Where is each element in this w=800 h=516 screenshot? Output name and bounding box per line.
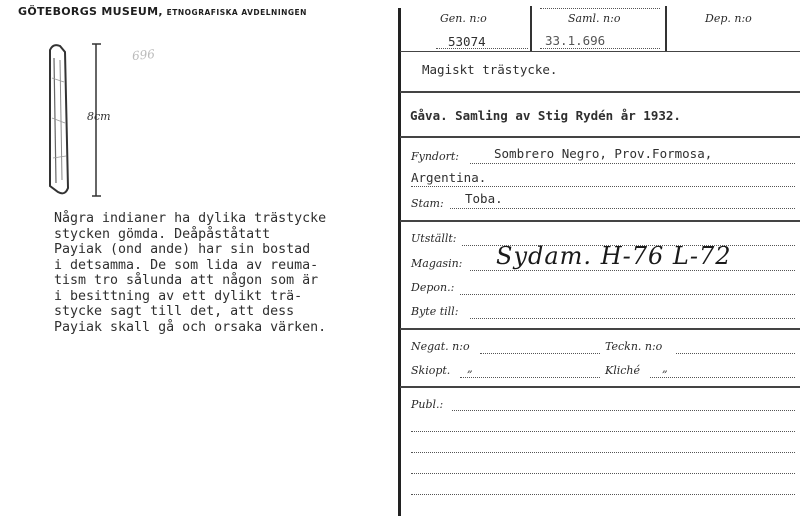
fyndort-label: Fyndort: xyxy=(411,150,459,163)
dotted-rule xyxy=(450,208,795,209)
dotted-rule xyxy=(411,186,795,187)
solid-rule xyxy=(400,220,800,222)
dotted-rule xyxy=(676,353,795,354)
magasin-handwritten: Sydam. H-76 L-72 xyxy=(496,242,732,270)
card-divider xyxy=(398,8,401,516)
gen-no-value: 53074 xyxy=(448,34,486,49)
pencil-number: 696 xyxy=(131,46,156,64)
saml-no-value: 33.1.696 xyxy=(545,33,606,48)
dotted-rule xyxy=(460,294,795,295)
acquisition-note: Gåva. Samling av Stig Rydén år 1932. xyxy=(410,108,681,123)
dep-no-label: Dep. n:o xyxy=(705,12,752,25)
note-line: Några indianer ha dylika trästycke xyxy=(54,211,327,226)
fyndort-value-cont: Argentina. xyxy=(411,170,487,185)
dotted-rule xyxy=(452,410,795,411)
solid-rule xyxy=(400,136,800,138)
solid-rule xyxy=(400,91,800,93)
depon-label: Depon.: xyxy=(411,281,455,294)
note-line: stycken gömda. Deåpåståtatt xyxy=(54,226,271,242)
stam-value: Toba. xyxy=(465,191,503,206)
dotted-rule xyxy=(470,318,795,319)
dotted-rule xyxy=(650,377,795,378)
kliche-ditto: „ xyxy=(662,362,668,375)
teckn-label: Teckn. n:o xyxy=(605,340,663,353)
note-line: stycke sagt till det, att dess xyxy=(54,304,295,319)
column-divider xyxy=(530,6,532,51)
negat-label: Negat. n:o xyxy=(411,340,470,353)
publ-label: Publ.: xyxy=(411,398,444,411)
dotted-rule xyxy=(540,48,660,49)
dotted-rule xyxy=(470,163,795,164)
note-line: i besittning av ett dylikt trä- xyxy=(54,288,303,304)
note-line: tism tro sålunda att någon som är xyxy=(54,273,319,288)
size-note: 8cm xyxy=(87,110,111,123)
gen-no-label: Gen. n:o xyxy=(440,12,487,25)
magasin-label: Magasin: xyxy=(411,257,463,270)
kliche-label: Kliché xyxy=(605,364,641,377)
museum-header xyxy=(18,5,307,18)
solid-rule xyxy=(400,328,800,330)
dotted-rule xyxy=(470,270,795,271)
solid-rule xyxy=(400,386,800,388)
byte-label: Byte till: xyxy=(411,305,459,318)
skiopt-label: Skiopt. xyxy=(411,364,451,377)
note-line: Payiak skall gå och orsaka värken. xyxy=(54,319,327,335)
department-name: ETNOGRAFISKA AVDELNINGEN xyxy=(166,8,307,17)
dotted-rule xyxy=(411,494,795,495)
note-line: i detsamma. De som lida av reuma- xyxy=(54,257,319,273)
utstallt-label: Utställt: xyxy=(411,232,457,245)
dotted-rule xyxy=(411,473,795,474)
solid-rule xyxy=(400,51,800,52)
typed-note xyxy=(54,211,326,335)
dotted-rule xyxy=(460,377,600,378)
dotted-rule xyxy=(540,8,660,9)
object-name: Magiskt trästycke. xyxy=(422,62,558,77)
dotted-rule xyxy=(411,452,795,453)
column-divider xyxy=(665,6,667,51)
museum-name: GÖTEBORGS MUSEUM, xyxy=(18,5,163,18)
note-line: Payiak (ond ande) har sin bostad xyxy=(54,242,311,257)
saml-no-label: Saml. n:o xyxy=(568,12,621,25)
stam-label: Stam: xyxy=(411,197,444,210)
dotted-rule xyxy=(436,48,528,49)
dotted-rule xyxy=(411,431,795,432)
dotted-rule xyxy=(480,353,600,354)
fyndort-value: Sombrero Negro, Prov.Formosa, xyxy=(494,146,713,161)
skiopt-ditto: „ xyxy=(467,362,473,375)
